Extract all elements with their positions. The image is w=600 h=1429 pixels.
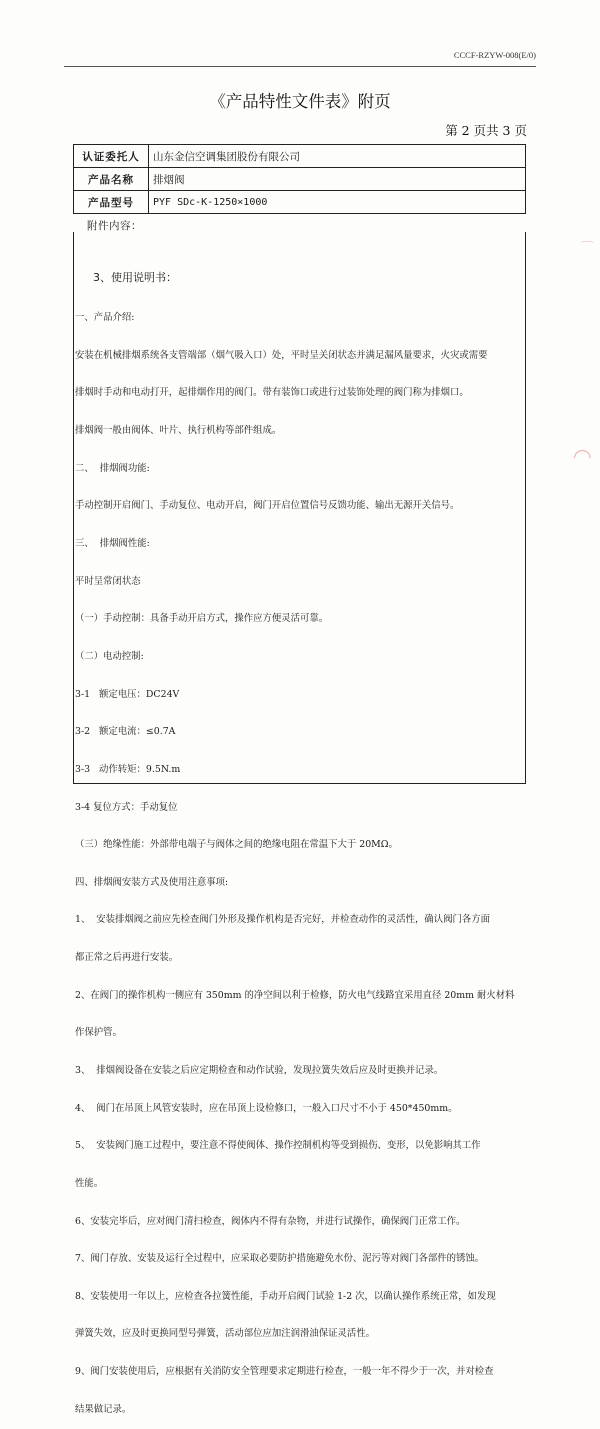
product-model-value: PYF SDc-K-1250×1000 — [149, 191, 526, 214]
body-line: 安装在机械排烟系统各支管端部（烟气吸入口）处，平时呈关闭状态并满足漏风量要求，火灾或需要 — [75, 349, 488, 361]
body-line: 平时呈常闭状态 — [75, 575, 141, 587]
body-line: 3、 排烟阀设备在安装之后应定期检查和动作试验，发现拉簧失效后应及时更换并记录。 — [75, 1065, 444, 1076]
body-line: 结果做记录。 — [75, 1403, 132, 1415]
body-line: 三、 排烟阀性能: — [75, 538, 150, 550]
body-line: 3-1 额定电压：DC24V — [75, 688, 180, 700]
body-line: （三）绝缘性能：外部带电端子与阀体之间的绝缘电阻在常温下大于 20MΩ。 — [75, 839, 398, 851]
form-row-product-name — [74, 168, 526, 191]
body-line: （一）手动控制：具备手动开启方式，操作应方便灵活可靠。 — [75, 613, 329, 625]
body-line: 8、安装使用一年以上，应检查各拉簧性能，手动开启阀门试验 1-2 次，以确认操作系统正常，如发现 — [75, 1290, 496, 1302]
body-line: 3-4 复位方式：手动复位 — [75, 801, 178, 813]
document-code: CCCF-RZYW-008(E/0) — [453, 50, 536, 60]
body-line: 7、阀门存放、安装及运行全过程中，应采取必要防护措施避免水份、泥污等对阀门各部件的锈蚀。 — [75, 1253, 485, 1265]
form-table — [73, 144, 526, 214]
header-rule — [64, 66, 536, 67]
body-line: 一、产品介绍: — [75, 312, 135, 324]
body-line: 手动控制开启阀门、手动复位、电动开启，阀门开启位置信号反馈功能、输出无源开关信号。 — [75, 500, 460, 512]
body-line: 都正常之后再进行安装。 — [75, 952, 179, 964]
body-line: 排烟时手动和电动打开，起排烟作用的阀门。带有装饰口或进行过装饰处理的阀门称为排烟口。 — [75, 387, 469, 399]
product-name-value: 排烟阀 — [149, 168, 526, 191]
client-label: 认证委托人 — [74, 145, 149, 168]
seal-fragment-icon: ◠ — [572, 445, 592, 470]
instructions-body — [75, 244, 527, 1429]
body-line: 4、 阀门在吊顶上风管安装时，应在吊顶上设检修口，一般入口尺寸不小于 450*450mm。 — [75, 1102, 458, 1114]
body-line: 排烟阀一般由阀体、叶片、执行机构等部件组成。 — [75, 425, 282, 437]
attachment-label: 附件内容： — [87, 220, 142, 232]
body-line: （二）电动控制: — [75, 650, 144, 662]
page-number: 第 2 页共 3 页 — [445, 123, 527, 138]
body-line: 1、 安装排烟阀之前应先检查阀门外形及操作机构是否完好，并检查动作的灵活性，确认阀门各方面 — [75, 914, 491, 926]
body-line: 3-2 额定电流：≤0.7A — [75, 726, 176, 738]
body-line: 6、安装完毕后，应对阀门清扫检查，阀体内不得有杂物，并进行试操作，确保阀门正常工作。 — [75, 1215, 466, 1227]
body-line: 3-3 动作转矩：9.5N.m — [75, 763, 181, 775]
body-line: 9、阀门安装使用后，应根据有关消防安全管理要求定期进行检查，一般一年不得少于一次，并对检查 — [75, 1366, 494, 1378]
body-line: 四、排烟阀安装方式及使用注意事项: — [75, 876, 229, 888]
form-row-product-model — [74, 191, 526, 214]
body-line: 性能。 — [75, 1177, 104, 1189]
form-row-client — [74, 145, 526, 168]
body-line: 2、在阀门的操作机构一侧应有 350mm 的净空间以利于检修，防火电气线路宜采用直径 20mm 耐火材料 — [75, 989, 515, 1001]
seal-fragment-icon: ⌒ — [580, 241, 594, 257]
page-title: 《产品特性文件表》附页 — [209, 92, 391, 111]
section-title: 3、使用说明书： — [93, 271, 177, 285]
client-value: 山东金信空调集团股份有限公司 — [149, 145, 526, 168]
product-name-label: 产品名称 — [74, 168, 149, 191]
body-line: 二、 排烟阀功能: — [75, 462, 150, 474]
body-line: 作保护管。 — [75, 1027, 122, 1039]
product-model-label: 产品型号 — [74, 191, 149, 214]
body-line: 弹簧失效，应及时更换同型号弹簧，活动部位应加注润滑油保证灵活性。 — [75, 1328, 376, 1340]
body-line: 5、 安装阀门施工过程中，要注意不得使阀体、操作控制机构等受到损伤、变形，以免影响其工作 — [75, 1140, 481, 1152]
